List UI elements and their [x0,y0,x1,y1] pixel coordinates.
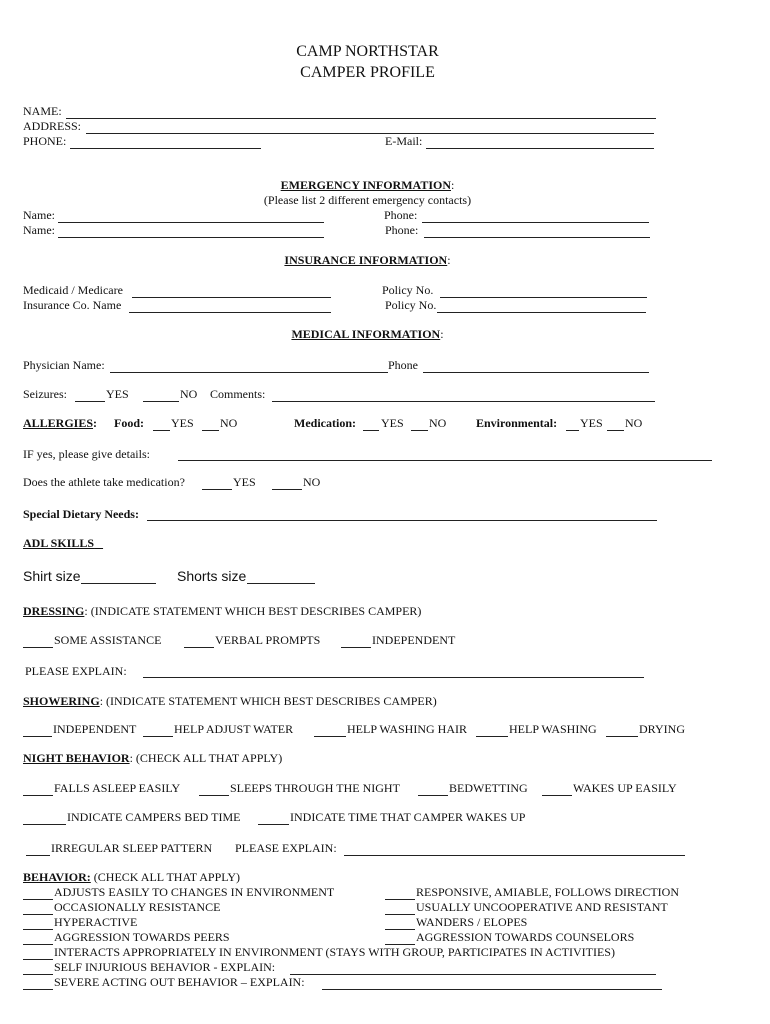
behavior-adjusts-blank[interactable] [23,899,53,900]
seizures-yes-blank[interactable] [75,401,105,402]
emergency-phone-label-2: Phone: [385,223,419,237]
sleeps-through-label: SLEEPS THROUGH THE NIGHT [230,781,400,795]
policy-field-1[interactable] [440,297,647,298]
seizures-no-blank[interactable] [143,401,179,402]
emergency-phone-label-1: Phone: [384,208,418,222]
behavior-aggression-counselors-label: AGGRESSION TOWARDS COUNSELORS [416,930,635,944]
wake-time-label: INDICATE TIME THAT CAMPER WAKES UP [290,810,526,824]
dressing-verbal-prompts-blank[interactable] [184,647,214,648]
emergency-phone-field-2[interactable] [424,237,650,238]
bedwetting-blank[interactable] [418,795,448,796]
showering-washing-label: HELP WASHING [509,722,597,736]
irregular-sleep-label: IRREGULAR SLEEP PATTERN [51,841,213,855]
dietary-needs-field[interactable] [147,520,657,521]
showering-adjust-water-label: HELP ADJUST WATER [174,722,294,736]
emergency-note: (Please list 2 different emergency contacts) [263,193,472,207]
bedwetting-label: BEDWETTING [449,781,528,795]
behavior-hyperactive-label: HYPERACTIVE [54,915,138,929]
showering-adjust-water-blank[interactable] [143,736,173,737]
behavior-heading: BEHAVIOR: (CHECK ALL THAT APPLY) [23,870,241,884]
medicaid-label: Medicaid / Medicare [23,283,123,297]
dressing-independent-label: INDEPENDENT [372,633,456,647]
showering-washing-hair-label: HELP WASHING HAIR [347,722,467,736]
takes-medication-no-label: NO [303,475,321,489]
irregular-sleep-explain-field[interactable] [344,855,685,856]
bed-time-blank[interactable] [23,824,66,825]
name-field[interactable] [66,118,656,119]
shorts-size-label: Shorts size [177,568,247,584]
emergency-name-field-2[interactable] [58,237,324,238]
showering-washing-blank[interactable] [476,736,508,737]
physician-field[interactable] [110,372,388,373]
address-label: ADDRESS: [23,119,82,133]
seizures-no-label: NO [180,387,198,401]
showering-drying-blank[interactable] [606,736,638,737]
seizures-comments-field[interactable] [272,401,655,402]
showering-independent-blank[interactable] [23,736,52,737]
policy-label-1: Policy No. [382,283,434,297]
emergency-name-field-1[interactable] [58,222,324,223]
medication-allergy-label: Medication: [294,416,356,430]
dressing-independent-blank[interactable] [341,647,371,648]
seizures-comments-label: Comments: [210,387,266,401]
dressing-verbal-prompts-label: VERBAL PROMPTS [215,633,321,647]
allergy-details-field[interactable] [178,460,712,461]
behavior-responsive-label: RESPONSIVE, AMIABLE, FOLLOWS DIRECTION [416,885,680,899]
behavior-adjusts-label: ADJUSTS EASILY TO CHANGES IN ENVIRONMENT [54,885,335,899]
sleeps-through-blank[interactable] [199,795,229,796]
environmental-label: Environmental: [476,416,558,430]
behavior-interacts-blank[interactable] [23,959,53,960]
behavior-occasional-resistance-blank[interactable] [23,914,53,915]
behavior-severe-acting-out-blank[interactable] [23,989,53,990]
behavior-responsive-blank[interactable] [385,899,415,900]
behavior-interacts-label: INTERACTS APPROPRIATELY IN ENVIRONMENT (STAYS WITH GROUP, PARTICIPATES IN ACTIVITIES) [54,945,615,959]
medication-yes-label: YES [381,416,404,430]
behavior-uncooperative-blank[interactable] [385,914,415,915]
insurance-company-field[interactable] [129,312,331,313]
policy-field-2[interactable] [437,312,646,313]
irregular-sleep-blank[interactable] [26,855,50,856]
night-behavior-heading: NIGHT BEHAVIOR: (CHECK ALL THAT APPLY) [23,751,283,765]
dressing-explain-label: PLEASE EXPLAIN: [25,664,127,678]
insurance-company-label: Insurance Co. Name [23,298,122,312]
emergency-name-label-2: Name: [23,223,55,237]
medical-heading: MEDICAL INFORMATION: [291,327,444,341]
emergency-heading: EMERGENCY INFORMATION: [280,178,455,192]
showering-heading: SHOWERING: (INDICATE STATEMENT WHICH BEST DESCRIBES CAMPER) [23,694,437,708]
behavior-wanders-blank[interactable] [385,929,415,930]
behavior-aggression-peers-label: AGGRESSION TOWARDS PEERS [54,930,230,944]
form-title-line1: CAMP NORTHSTAR [296,43,439,60]
dressing-heading: DRESSING: (INDICATE STATEMENT WHICH BEST DESCRIBES CAMPER) [23,604,422,618]
behavior-severe-acting-out-field[interactable] [322,989,662,990]
name-label: NAME: [23,104,62,118]
wakes-up-easily-blank[interactable] [542,795,572,796]
behavior-occasional-resistance-label: OCCASIONALLY RESISTANCE [54,900,221,914]
behavior-hyperactive-blank[interactable] [23,929,53,930]
allergy-details-label: IF yes, please give details: [23,447,150,461]
environmental-yes-label: YES [580,416,603,430]
behavior-wanders-label: WANDERS / ELOPES [416,915,528,929]
showering-washing-hair-blank[interactable] [314,736,346,737]
emergency-phone-field-1[interactable] [422,222,649,223]
falls-asleep-label: FALLS ASLEEP EASILY [54,781,181,795]
food-yes-label: YES [171,416,194,430]
dietary-needs-label: Special Dietary Needs: [23,507,139,521]
emergency-name-label-1: Name: [23,208,55,222]
food-label: Food: [114,416,144,430]
food-yes-blank[interactable] [153,430,170,431]
medication-no-label: NO [429,416,447,430]
shirt-size-field[interactable] [81,583,156,584]
form-title-line2: CAMPER PROFILE [300,64,435,81]
medication-no-blank[interactable] [411,430,428,431]
adl-skills-heading: ADL SKILLS [23,536,95,550]
irregular-sleep-explain-label: PLEASE EXPLAIN: [235,841,337,855]
takes-medication-yes-label: YES [233,475,256,489]
takes-medication-no-blank[interactable] [272,489,302,490]
environmental-no-label: NO [625,416,643,430]
physician-label: Physician Name: [23,358,105,372]
phone-field[interactable] [70,148,261,149]
physician-phone-field[interactable] [423,372,649,373]
insurance-heading: INSURANCE INFORMATION: [284,253,451,267]
policy-label-2: Policy No. [385,298,437,312]
email-field[interactable] [426,148,654,149]
allergies-label: ALLERGIES: [23,416,98,430]
dressing-some-assistance-label: SOME ASSISTANCE [54,633,162,647]
medication-question: Does the athlete take medication? [23,475,185,489]
wakes-up-easily-label: WAKES UP EASILY [573,781,677,795]
showering-independent-label: INDEPENDENT [53,722,137,736]
address-field[interactable] [86,133,654,134]
behavior-self-injurious-label: SELF INJURIOUS BEHAVIOR - EXPLAIN: [54,960,276,974]
falls-asleep-blank[interactable] [23,795,53,796]
showering-drying-label: DRYING [639,722,686,736]
behavior-aggression-peers-blank[interactable] [23,944,53,945]
behavior-self-injurious-field[interactable] [290,974,656,975]
dressing-explain-field[interactable] [143,677,644,678]
food-no-label: NO [220,416,238,430]
behavior-uncooperative-label: USUALLY UNCOOPERATIVE AND RESISTANT [416,900,668,914]
phone-label: PHONE: [23,134,67,148]
bed-time-label: INDICATE CAMPERS BED TIME [67,810,241,824]
seizures-yes-label: YES [106,387,129,401]
email-label: E-Mail: [385,134,423,148]
behavior-self-injurious-blank[interactable] [23,974,53,975]
medication-yes-blank[interactable] [363,430,379,431]
environmental-yes-blank[interactable] [566,430,579,431]
wake-time-blank[interactable] [258,824,289,825]
shorts-size-field[interactable] [247,583,315,584]
takes-medication-yes-blank[interactable] [202,489,232,490]
seizures-label: Seizures: [23,387,67,401]
physician-phone-label: Phone [388,358,418,372]
medicaid-field[interactable] [132,297,331,298]
behavior-severe-acting-out-label: SEVERE ACTING OUT BEHAVIOR – EXPLAIN: [54,975,305,989]
food-no-blank[interactable] [202,430,219,431]
environmental-no-blank[interactable] [607,430,624,431]
dressing-some-assistance-blank[interactable] [23,647,53,648]
shirt-size-label: Shirt size [23,568,81,584]
